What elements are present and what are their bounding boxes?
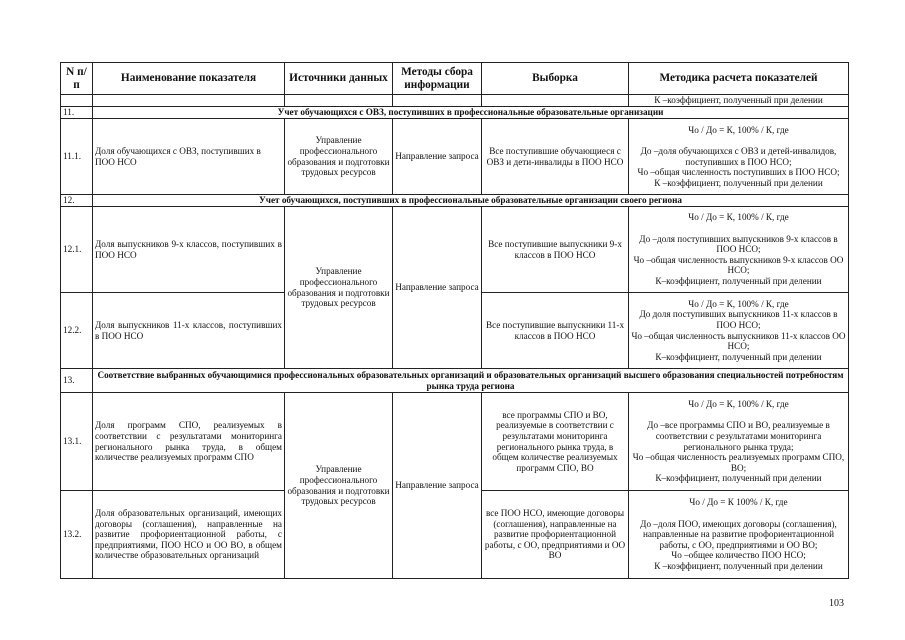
section-title: Учет обучающихся с ОВЗ, поступивших в профессиональные образовательные организации [93, 107, 849, 119]
calc-cell [629, 207, 849, 293]
calc-line [630, 135, 847, 146]
calc-line: Чо / До = К, 100% / К, где [688, 212, 789, 223]
calc-line: К–коэффициент, полученный при делении [655, 473, 822, 484]
calc-line: До –все программы СПО и ВО, реализуемые в соответствии с результатами мониторинга регионального рынка труда; [647, 420, 830, 452]
indicator-name: Доля программ СПО, реализуемых в соответствии с результатами мониторинга регионального рынка труда, в общем количестве реализуемых программ СПО [93, 393, 285, 491]
header-methods: Методы сбора информации [393, 63, 482, 95]
row-num: 13.2. [61, 491, 93, 579]
section-row [61, 195, 849, 207]
calc-line: К –коэффициент, полученный при делении [654, 177, 823, 188]
page-number: 103 [829, 598, 844, 609]
source-cell: Управление профессионального образования и подготовки трудовых ресурсов [285, 207, 393, 369]
method-cell: Направление запроса [393, 393, 482, 579]
row-num: 12.1. [61, 207, 93, 293]
section-title: Соответствие выбранных обучающимися профессиональных образовательных организаций и образовательных организаций высшего образования специальностей потребностям рынка труда региона [93, 369, 849, 393]
section-row [61, 369, 849, 393]
calc-line: До –доля поступивших выпускников 9-х классов в ПОО НСО; [639, 233, 838, 255]
calc-line [630, 223, 847, 234]
calc-line [630, 508, 847, 519]
method-cell: Направление запроса [393, 207, 482, 369]
section-title: Учет обучающихся, поступивших в профессиональные образовательные организации своего региона [93, 195, 849, 207]
calc-line: До доля поступивших выпускников 11-х классов в ПОО НСО; [639, 309, 838, 330]
table-row [61, 393, 849, 491]
calc-line: Чо / До = К, 100% / К, где [688, 124, 789, 135]
calc-line: К–коэффициент, полученный при делении [655, 351, 822, 362]
section-num: 12. [61, 195, 93, 207]
section-row [61, 107, 849, 119]
calc-line: Чо / До = К, 100% / К, где [688, 298, 789, 309]
calc-cell [629, 491, 849, 579]
calc-line: Чо –общая численность выпускников 11-х классов ОО НСО; [631, 330, 846, 352]
indicators-table [60, 62, 849, 579]
table-row [61, 119, 849, 195]
calc-line: До –доля обучающихся с ОВЗ и детей-инвалидов, поступивших в ПОО НСО; [640, 145, 837, 167]
source-cell: Управление профессионального образования и подготовки трудовых ресурсов [285, 393, 393, 579]
calc-line: Чо –общая численность поступивших в ПОО НСО; [637, 167, 840, 178]
section-num: 13. [61, 369, 93, 393]
calc-line: Чо / До = К, 100% / К, где [688, 399, 789, 410]
sample-cell: все программы СПО и ВО, реализуемые в соответствии с результатами мониторинга регионального рынка труда, в общем количестве реализуемых программ СПО, ВО [482, 393, 629, 491]
calc-line: Чо –общая численность выпускников 9-х классов ОО НСО; [633, 254, 844, 276]
sample-cell: все ПОО НСО, имеющие договоры (соглашения), направленные на развитие профориентационной работы, с ОО, предприятиями и ОО ВО [482, 491, 629, 579]
calc-line [630, 410, 847, 421]
sample-cell: Все поступившие обучающиеся с ОВЗ и дети-инвалиды в ПОО НСО [482, 119, 629, 195]
header-sources: Источники данных [285, 63, 393, 95]
header-num: N п/п [61, 63, 93, 95]
indicator-name: Доля выпускников 11-х классов, поступивших в ПОО НСО [93, 293, 285, 369]
calc-cell [629, 293, 849, 369]
calc-line: К–коэффициент, полученный при делении [655, 275, 822, 286]
table-header-row [61, 63, 849, 95]
calc-cell [629, 119, 849, 195]
sample-cell: Все поступившие выпускники 11-х классов в ПОО НСО [482, 293, 629, 369]
calc-line: Чо –общее количество ПОО НСО; [671, 550, 806, 561]
calc-line: Чо / До = К 100% / К, где [689, 497, 788, 508]
calc-cell: К –коэффициент, полученный при делении [629, 95, 849, 107]
calc-line: К –коэффициент, полученный при делении [654, 560, 823, 571]
calc-line: До –доля ПОО, имеющих договоры (соглашения), направленные на развитие профориентационной работы, с ОО, предприятиями и ОО ВО; [640, 518, 837, 550]
table-row [61, 95, 849, 107]
header-name: Наименование показателя [93, 63, 285, 95]
row-num: 12.2. [61, 293, 93, 369]
table-row [61, 207, 849, 293]
indicator-name: Доля образовательных организаций, имеющих договоры (соглашения), направленные на развитие профориентационной работы, с предприятиями, ПОО НСО и ОО ВО, в общем количестве образовательных организаций [93, 491, 285, 579]
header-calc: Методика расчета показателей [629, 63, 849, 95]
calc-line: Чо –общая численность реализуемых программ СПО, ВО; [632, 452, 845, 473]
method-cell: Направление запроса [393, 119, 482, 195]
indicator-name: Доля выпускников 9-х классов, поступивших в ПОО НСО [93, 207, 285, 293]
section-num: 11. [61, 107, 93, 119]
row-num: 11.1. [61, 119, 93, 195]
row-num: 13.1. [61, 393, 93, 491]
calc-cell [629, 393, 849, 491]
header-sample: Выборка [482, 63, 629, 95]
source-cell: Управление профессионального образования и подготовки трудовых ресурсов [285, 119, 393, 195]
indicator-name: Доля обучающихся с ОВЗ, поступивших в ПОО НСО [93, 119, 285, 195]
sample-cell: Все поступившие выпускники 9-х классов в ПОО НСО [482, 207, 629, 293]
